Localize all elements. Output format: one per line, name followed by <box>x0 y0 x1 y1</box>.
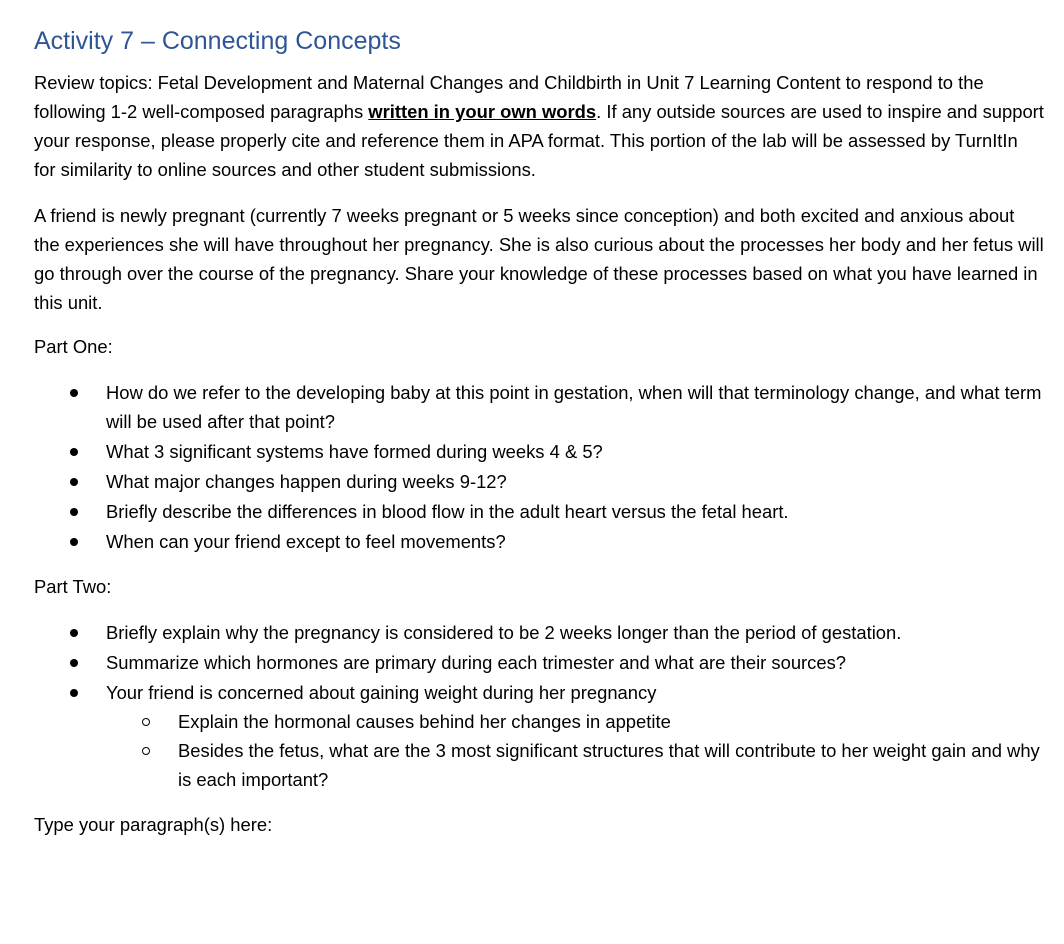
sub-list-item <box>106 707 1044 736</box>
list-item <box>34 378 1044 436</box>
sub-list <box>106 707 1044 794</box>
list-item <box>34 497 1044 526</box>
list-item <box>34 467 1044 496</box>
list-item <box>34 678 1044 794</box>
bullet-icon <box>70 478 78 486</box>
bullet-icon <box>70 659 78 667</box>
list-item-text: When can your friend except to feel movements? <box>106 531 506 552</box>
intro-text-start: Review topics: Fetal Development and Maternal Changes and Childbirth in Unit 7 Learning Content to respond to the following 1-2 well-composed paragraphs <box>34 72 984 122</box>
list-item <box>34 527 1044 556</box>
intro-paragraph <box>34 68 1044 184</box>
part-one-list <box>34 378 1044 556</box>
bullet-icon <box>70 508 78 516</box>
document-page <box>34 24 1044 839</box>
hollow-bullet-icon <box>142 718 150 726</box>
list-item-text: Your friend is concerned about gaining weight during her pregnancy <box>106 682 657 703</box>
sub-list-item <box>106 736 1044 794</box>
sub-list-item-text: Besides the fetus, what are the 3 most significant structures that will contribute to her weight gain and why is each important? <box>178 740 1040 790</box>
bullet-icon <box>70 389 78 397</box>
intro-text-end: . If any outside sources are used to inspire and support your response, please properly cite and reference them in APA format. This portion of the lab will be assessed by TurnItIn for similarity to online sources and other student submissions. <box>34 101 1044 180</box>
list-item <box>34 648 1044 677</box>
hollow-bullet-icon <box>142 747 150 755</box>
intro-emphasis: written in your own words <box>368 101 597 122</box>
part-one-label: Part One: <box>34 336 113 357</box>
sub-list-item-text: Explain the hormonal causes behind her changes in appetite <box>178 711 671 732</box>
bullet-icon <box>70 448 78 456</box>
bullet-icon <box>70 629 78 637</box>
list-item <box>34 618 1044 647</box>
scenario-paragraph: A friend is newly pregnant (currently 7 weeks pregnant or 5 weeks since conception) and both excited and anxious about the experiences she will have throughout her pregnancy. She is also curious about the processes her body and her fetus will go through over the course of the pregnancy. Share your knowledge of these processes based on what you have learned in this unit. <box>34 205 1044 313</box>
list-item-text: Briefly describe the differences in blood flow in the adult heart versus the fetal heart. <box>106 501 789 522</box>
list-item-text: What major changes happen during weeks 9-12? <box>106 471 507 492</box>
bullet-icon <box>70 538 78 546</box>
part-two-list <box>34 618 1044 794</box>
list-item-text: Summarize which hormones are primary during each trimester and what are their sources? <box>106 652 847 673</box>
list-item-text: Briefly explain why the pregnancy is considered to be 2 weeks longer than the period of gestation. <box>106 622 902 643</box>
page-title: Activity 7 – Connecting Concepts <box>34 27 401 55</box>
part-two-label: Part Two: <box>34 576 112 597</box>
list-item <box>34 437 1044 466</box>
bullet-icon <box>70 689 78 697</box>
list-item-text: What 3 significant systems have formed during weeks 4 & 5? <box>106 441 603 462</box>
response-prompt[interactable]: Type your paragraph(s) here: <box>34 814 273 835</box>
list-item-text: How do we refer to the developing baby at this point in gestation, when will that terminology change, and what term will be used after that point? <box>106 382 1042 432</box>
